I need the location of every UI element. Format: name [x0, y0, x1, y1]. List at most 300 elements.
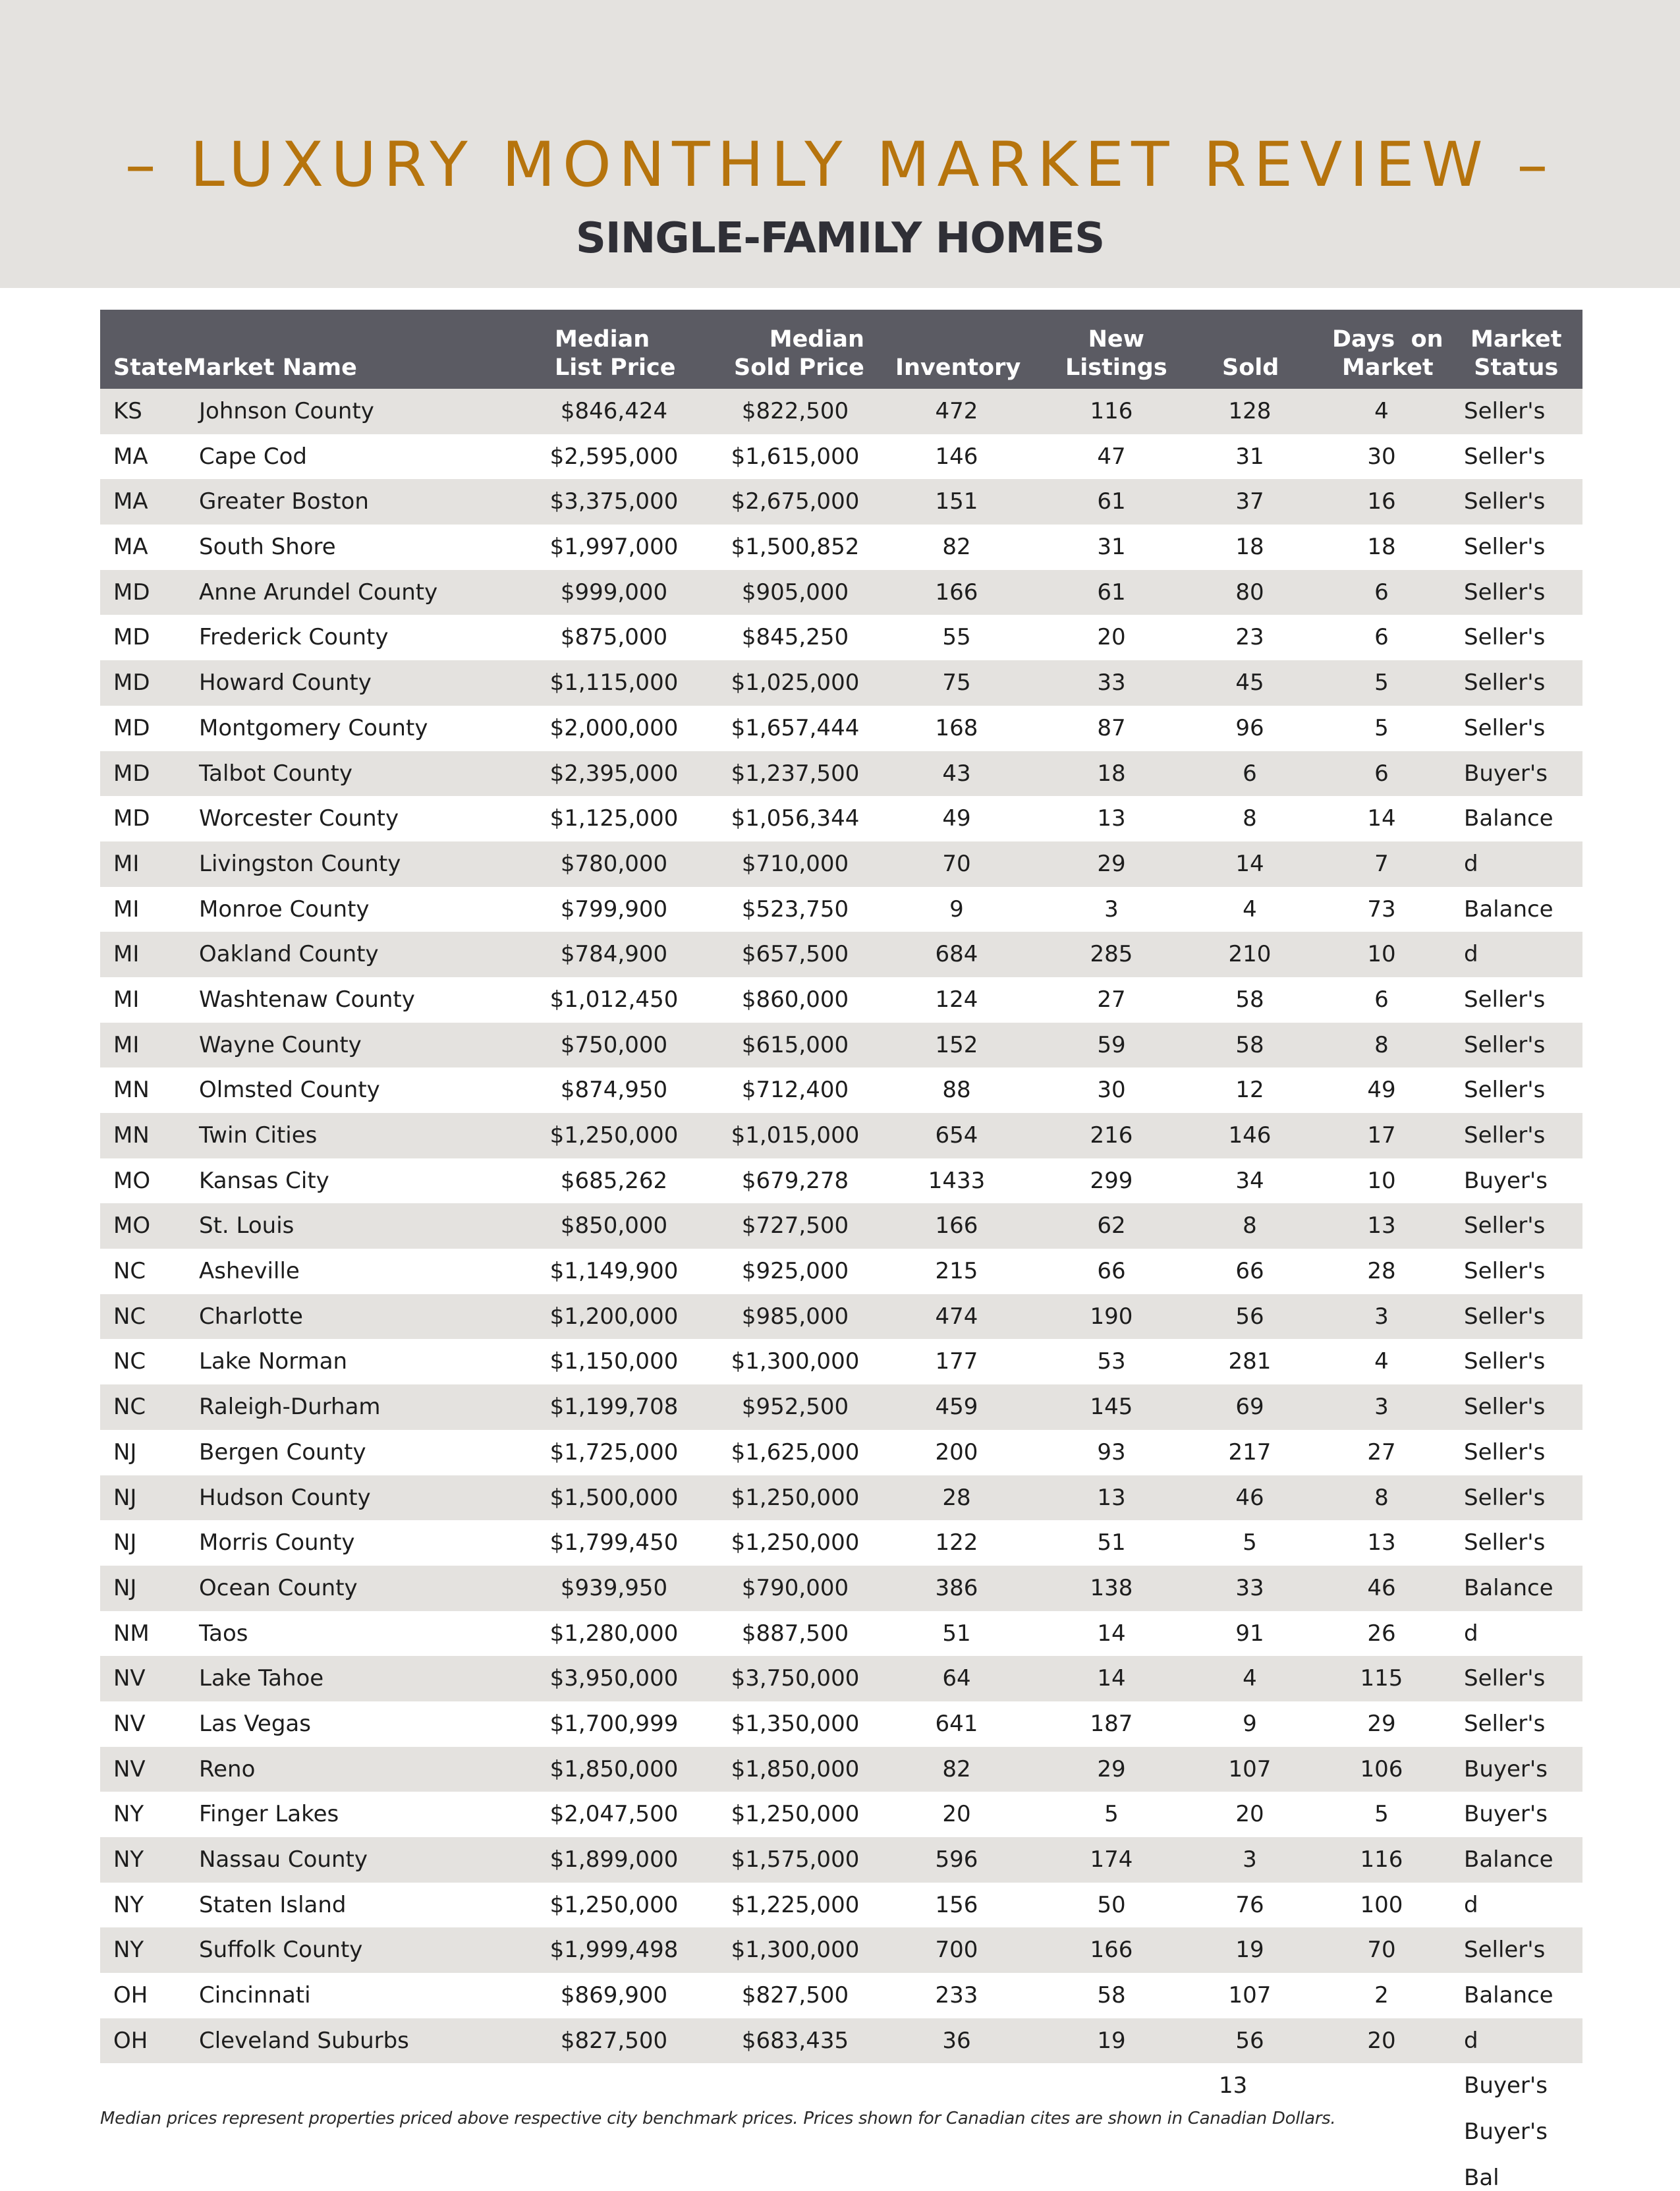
market-name-cell: Lake Norman [199, 1348, 348, 1375]
median-list-price-cell: $1,999,498 [549, 1937, 679, 1964]
median-list-price-cell: $1,125,000 [549, 805, 679, 832]
inventory-cell: 9 [949, 896, 964, 923]
table-row [100, 932, 1582, 977]
new-listings-cell: 20 [1097, 624, 1126, 651]
median-list-price-cell: $1,250,000 [549, 1891, 679, 1918]
state-cell: NJ [113, 1438, 137, 1465]
new-listings-cell: 29 [1097, 1755, 1126, 1782]
market-status-cell: d [1464, 941, 1478, 968]
table-row [100, 1339, 1582, 1384]
market-status-cell: Seller's [1464, 1212, 1546, 1239]
days-on-market-cell: 73 [1367, 896, 1396, 923]
days-on-market-cell: 10 [1367, 941, 1396, 968]
market-name-cell: Kansas City [199, 1167, 329, 1194]
sold-cell: 128 [1228, 398, 1272, 424]
median-list-price-cell: $939,950 [560, 1574, 668, 1601]
market-status-cell: Seller's [1464, 443, 1546, 470]
median-list-price-cell: $869,900 [560, 1982, 668, 2009]
median-list-price-cell: $1,149,900 [549, 1258, 679, 1285]
market-name-cell: Staten Island [199, 1891, 347, 1918]
market-status-cell: Buyer's [1464, 760, 1548, 787]
sold-cell: 37 [1235, 488, 1264, 515]
inventory-cell: 146 [935, 443, 978, 470]
sold-cell: 9 [1243, 1710, 1257, 1737]
median-sold-price-cell: $1,025,000 [731, 669, 860, 697]
market-name-cell: Wayne County [199, 1031, 362, 1058]
market-status-cell: Seller's [1464, 398, 1546, 424]
table-row [100, 1023, 1582, 1068]
days-on-market-cell: 5 [1374, 669, 1389, 697]
new-listings-cell: 66 [1097, 1258, 1126, 1285]
sold-cell: 46 [1235, 1484, 1264, 1511]
market-status-cell: Seller's [1464, 1077, 1546, 1104]
market-status-cell: d [1464, 1620, 1478, 1647]
market-status-cell: Seller's [1464, 714, 1546, 741]
sold-cell: 45 [1235, 669, 1264, 697]
sold-cell: 91 [1235, 1620, 1264, 1647]
state-cell: NJ [113, 1484, 137, 1511]
state-cell: NJ [113, 1529, 137, 1556]
inventory-cell: 200 [935, 1438, 978, 1465]
days-on-market-cell: 6 [1374, 624, 1389, 651]
sold-cell: 3 [1243, 1846, 1257, 1873]
median-sold-price-cell: $905,000 [741, 579, 849, 606]
table-row [100, 1475, 1582, 1521]
median-list-price-cell: $1,115,000 [549, 669, 679, 697]
market-status-cell: Seller's [1464, 986, 1546, 1013]
inventory-cell: 28 [942, 1484, 971, 1511]
median-sold-price-cell: $827,500 [741, 1982, 849, 2009]
state-cell: NJ [113, 1574, 137, 1601]
days-on-market-cell: 3 [1374, 1303, 1389, 1330]
overflow-status-3: Bal [1464, 2165, 1499, 2191]
market-status-cell: Seller's [1464, 1258, 1546, 1285]
median-sold-price-cell: $1,015,000 [731, 1122, 860, 1149]
median-sold-price-cell: $860,000 [741, 986, 849, 1013]
median-sold-price-cell: $1,250,000 [731, 1801, 860, 1828]
market-name-cell: Bergen County [199, 1438, 366, 1465]
inventory-cell: 122 [935, 1529, 978, 1556]
market-name-cell: Raleigh-Durham [199, 1394, 381, 1421]
days-on-market-cell: 4 [1374, 1348, 1389, 1375]
days-on-market-cell: 14 [1367, 805, 1396, 832]
days-on-market-cell: 30 [1367, 443, 1396, 470]
sold-cell: 8 [1243, 1212, 1257, 1239]
sold-cell: 6 [1243, 760, 1257, 787]
table-row [100, 1294, 1582, 1340]
sold-cell: 19 [1235, 1937, 1264, 1964]
market-status-cell: Seller's [1464, 1122, 1546, 1149]
new-listings-cell: 51 [1097, 1529, 1126, 1556]
table-row [100, 1883, 1582, 1928]
market-name-cell: Oakland County [199, 941, 379, 968]
market-status-cell: Seller's [1464, 1394, 1546, 1421]
median-list-price-cell: $1,899,000 [549, 1846, 679, 1873]
table-row [100, 1973, 1582, 2018]
inventory-cell: 43 [942, 760, 971, 787]
new-listings-cell: 3 [1104, 896, 1119, 923]
market-name-cell: Nassau County [199, 1846, 368, 1873]
inventory-cell: 49 [942, 805, 971, 832]
table-row [100, 1701, 1582, 1747]
inventory-cell: 55 [942, 624, 971, 651]
market-name-cell: Frederick County [199, 624, 389, 651]
sold-cell: 76 [1235, 1891, 1264, 1918]
market-status-cell: Seller's [1464, 669, 1546, 697]
market-status-cell: Balance [1464, 1574, 1554, 1601]
overflow-status-2: Buyer's [1464, 2119, 1548, 2145]
market-name-cell: Worcester County [199, 805, 399, 832]
table-row [100, 751, 1582, 797]
state-cell: NY [113, 1801, 144, 1828]
inventory-cell: 177 [935, 1348, 978, 1375]
new-listings-cell: 14 [1097, 1665, 1126, 1692]
state-cell: MN [113, 1077, 150, 1104]
median-list-price-cell: $1,799,450 [549, 1529, 679, 1556]
sold-cell: 58 [1235, 986, 1264, 1013]
market-name-cell: Ocean County [199, 1574, 358, 1601]
inventory-cell: 684 [935, 941, 978, 968]
days-on-market-cell: 8 [1374, 1484, 1389, 1511]
market-status-cell: Balance [1464, 1846, 1554, 1873]
sold-cell: 14 [1235, 850, 1264, 877]
sold-cell: 12 [1235, 1077, 1264, 1104]
sold-cell: 56 [1235, 1303, 1264, 1330]
new-listings-cell: 285 [1090, 941, 1133, 968]
state-cell: MI [113, 850, 140, 877]
inventory-cell: 641 [935, 1710, 978, 1737]
days-on-market-cell: 6 [1374, 986, 1389, 1013]
days-on-market-cell: 2 [1374, 1982, 1389, 2009]
market-name-cell: Charlotte [199, 1303, 303, 1330]
sold-cell: 107 [1228, 1982, 1272, 2009]
inventory-cell: 36 [942, 2027, 971, 2054]
new-listings-cell: 58 [1097, 1982, 1126, 2009]
inventory-cell: 82 [942, 534, 971, 561]
market-name-cell: Asheville [199, 1258, 300, 1285]
market-status-cell: Buyer's [1464, 1755, 1548, 1782]
median-sold-price-cell: $2,675,000 [731, 488, 860, 515]
sold-cell: 281 [1228, 1348, 1272, 1375]
days-on-market-cell: 13 [1367, 1529, 1396, 1556]
inventory-cell: 151 [935, 488, 978, 515]
median-list-price-cell: $1,280,000 [549, 1620, 679, 1647]
market-status-cell: Seller's [1464, 579, 1546, 606]
median-sold-price-cell: $790,000 [741, 1574, 849, 1601]
state-cell: OH [113, 1982, 148, 2009]
state-cell: MI [113, 986, 140, 1013]
market-status-cell: Seller's [1464, 534, 1546, 561]
days-on-market-cell: 27 [1367, 1438, 1396, 1465]
days-on-market-cell: 7 [1374, 850, 1389, 877]
market-status-cell: Balance [1464, 1982, 1554, 2009]
days-on-market-cell: 29 [1367, 1710, 1396, 1737]
sold-cell: 58 [1235, 1031, 1264, 1058]
table-row [100, 570, 1582, 615]
inventory-cell: 20 [942, 1801, 971, 1828]
market-name-cell: Reno [199, 1755, 256, 1782]
median-list-price-cell: $2,000,000 [549, 714, 679, 741]
median-sold-price-cell: $1,056,344 [731, 805, 860, 832]
days-on-market-cell: 28 [1367, 1258, 1396, 1285]
median-list-price-cell: $875,000 [560, 624, 668, 651]
state-cell: NY [113, 1846, 144, 1873]
median-list-price-cell: $850,000 [560, 1212, 668, 1239]
table-row [100, 525, 1582, 570]
inventory-cell: 700 [935, 1937, 978, 1964]
state-cell: NY [113, 1937, 144, 1964]
page-subtitle: SINGLE-FAMILY HOMES [575, 214, 1105, 263]
new-listings-cell: 190 [1090, 1303, 1133, 1330]
state-cell: MD [113, 624, 150, 651]
median-sold-price-cell: $1,657,444 [731, 714, 860, 741]
market-name-cell: Suffolk County [199, 1937, 363, 1964]
median-list-price-cell: $784,900 [560, 941, 668, 968]
new-listings-cell: 174 [1090, 1846, 1133, 1873]
median-list-price-cell: $1,150,000 [549, 1348, 679, 1375]
sold-cell: 66 [1235, 1258, 1264, 1285]
market-name-cell: Cape Cod [199, 443, 308, 470]
market-status-cell: d [1464, 1891, 1478, 1918]
median-sold-price-cell: $1,575,000 [731, 1846, 860, 1873]
state-cell: NV [113, 1710, 146, 1737]
median-list-price-cell: $799,900 [560, 896, 668, 923]
new-listings-cell: 31 [1097, 534, 1126, 561]
market-status-cell: Seller's [1464, 1710, 1546, 1737]
new-listings-cell: 299 [1090, 1167, 1133, 1194]
table-row [100, 1113, 1582, 1158]
state-cell: MA [113, 534, 148, 561]
state-cell: NC [113, 1303, 146, 1330]
table-row [100, 1927, 1582, 1973]
inventory-cell: 472 [935, 398, 978, 424]
market-status-cell: Seller's [1464, 1937, 1546, 1964]
state-cell: MN [113, 1122, 150, 1149]
new-listings-cell: 116 [1090, 398, 1133, 424]
median-list-price-cell: $1,725,000 [549, 1438, 679, 1465]
col-header-inventory: Inventory [895, 355, 1021, 381]
state-cell: MD [113, 714, 150, 741]
median-sold-price-cell: $710,000 [741, 850, 849, 877]
new-listings-cell: 29 [1097, 850, 1126, 877]
median-sold-price-cell: $1,250,000 [731, 1529, 860, 1556]
median-list-price-cell: $780,000 [560, 850, 668, 877]
days-on-market-cell: 17 [1367, 1122, 1396, 1149]
market-status-cell: Balance [1464, 805, 1554, 832]
new-listings-cell: 61 [1097, 488, 1126, 515]
new-listings-cell: 62 [1097, 1212, 1126, 1239]
footnote: Median prices represent properties priced above respective city benchmark prices. Prices shown for Canadian cites are shown in Canadian Dollars. [100, 2109, 1336, 2128]
market-status-cell: d [1464, 2027, 1478, 2054]
market-name-cell: Anne Arundel County [199, 579, 438, 606]
market-status-cell: Seller's [1464, 1348, 1546, 1375]
new-listings-cell: 5 [1104, 1801, 1119, 1828]
new-listings-cell: 13 [1097, 1484, 1126, 1511]
table-header [100, 310, 1582, 389]
median-list-price-cell: $3,375,000 [549, 488, 679, 515]
sold-cell: 4 [1243, 896, 1257, 923]
sold-cell: 34 [1235, 1167, 1264, 1194]
median-sold-price-cell: $3,750,000 [731, 1665, 860, 1692]
market-status-cell: Seller's [1464, 1031, 1546, 1058]
days-on-market-cell: 3 [1374, 1394, 1389, 1421]
market-name-cell: Howard County [199, 669, 372, 697]
median-list-price-cell: $2,047,500 [549, 1801, 679, 1828]
col-header-list-price: Median List Price [555, 326, 676, 381]
median-sold-price-cell: $1,225,000 [731, 1891, 860, 1918]
table-row [100, 434, 1582, 480]
market-status-cell: Seller's [1464, 624, 1546, 651]
table-row [100, 977, 1582, 1023]
days-on-market-cell: 100 [1360, 1891, 1403, 1918]
table-row [100, 660, 1582, 706]
new-listings-cell: 93 [1097, 1438, 1126, 1465]
market-name-cell: Olmsted County [199, 1077, 380, 1104]
median-sold-price-cell: $1,615,000 [731, 443, 860, 470]
days-on-market-cell: 4 [1374, 398, 1389, 424]
days-on-market-cell: 13 [1367, 1212, 1396, 1239]
inventory-cell: 82 [942, 1755, 971, 1782]
median-list-price-cell: $1,200,000 [549, 1303, 679, 1330]
state-cell: NV [113, 1665, 146, 1692]
table-row [100, 1203, 1582, 1249]
days-on-market-cell: 5 [1374, 1801, 1389, 1828]
days-on-market-cell: 16 [1367, 488, 1396, 515]
median-list-price-cell: $750,000 [560, 1031, 668, 1058]
market-name-cell: Hudson County [199, 1484, 371, 1511]
new-listings-cell: 18 [1097, 760, 1126, 787]
new-listings-cell: 166 [1090, 1937, 1133, 1964]
sold-cell: 33 [1235, 1574, 1264, 1601]
new-listings-cell: 50 [1097, 1891, 1126, 1918]
median-sold-price-cell: $679,278 [741, 1167, 849, 1194]
sold-cell: 107 [1228, 1755, 1272, 1782]
median-sold-price-cell: $952,500 [741, 1394, 849, 1421]
median-sold-price-cell: $1,350,000 [731, 1710, 860, 1737]
median-list-price-cell: $1,700,999 [549, 1710, 679, 1737]
market-table [100, 310, 1582, 2063]
inventory-cell: 474 [935, 1303, 978, 1330]
median-list-price-cell: $1,199,708 [549, 1394, 679, 1421]
new-listings-cell: 138 [1090, 1574, 1133, 1601]
table-row [100, 2018, 1582, 2064]
table-row [100, 796, 1582, 841]
market-name-cell: Taos [199, 1620, 248, 1647]
table-row [100, 1837, 1582, 1883]
inventory-cell: 166 [935, 1212, 978, 1239]
sold-cell: 146 [1228, 1122, 1272, 1149]
inventory-cell: 51 [942, 1620, 971, 1647]
sold-cell: 20 [1235, 1801, 1264, 1828]
state-cell: NM [113, 1620, 150, 1647]
new-listings-cell: 61 [1097, 579, 1126, 606]
market-name-cell: Cincinnati [199, 1982, 311, 2009]
col-header-state: StateMarket Name [113, 355, 357, 381]
days-on-market-cell: 70 [1367, 1937, 1396, 1964]
col-header-sold-price: Median Sold Price [734, 326, 864, 381]
inventory-cell: 1433 [928, 1167, 986, 1194]
median-list-price-cell: $999,000 [560, 579, 668, 606]
median-sold-price-cell: $615,000 [741, 1031, 849, 1058]
market-status-cell: Buyer's [1464, 1167, 1548, 1194]
median-sold-price-cell: $845,250 [741, 624, 849, 651]
inventory-cell: 124 [935, 986, 978, 1013]
state-cell: MI [113, 941, 140, 968]
new-listings-cell: 14 [1097, 1620, 1126, 1647]
state-cell: NV [113, 1755, 146, 1782]
market-name-cell: Talbot County [199, 760, 353, 787]
sold-cell: 217 [1228, 1438, 1272, 1465]
inventory-cell: 88 [942, 1077, 971, 1104]
table-row [100, 1384, 1582, 1430]
market-name-cell: Montgomery County [199, 714, 428, 741]
new-listings-cell: 30 [1097, 1077, 1126, 1104]
days-on-market-cell: 18 [1367, 534, 1396, 561]
days-on-market-cell: 6 [1374, 760, 1389, 787]
new-listings-cell: 216 [1090, 1122, 1133, 1149]
col-header-sold: Sold [1222, 355, 1279, 381]
inventory-cell: 75 [942, 669, 971, 697]
median-sold-price-cell: $727,500 [741, 1212, 849, 1239]
days-on-market-cell: 116 [1360, 1846, 1403, 1873]
median-sold-price-cell: $1,500,852 [731, 534, 860, 561]
inventory-cell: 152 [935, 1031, 978, 1058]
median-list-price-cell: $1,500,000 [549, 1484, 679, 1511]
sold-cell: 80 [1235, 579, 1264, 606]
days-on-market-cell: 46 [1367, 1574, 1396, 1601]
sold-cell: 210 [1228, 941, 1272, 968]
median-sold-price-cell: $712,400 [741, 1077, 849, 1104]
col-header-market-status: Market Status [1470, 326, 1562, 381]
table-row [100, 1792, 1582, 1837]
market-name-cell: Livingston County [199, 850, 401, 877]
market-name-cell: Las Vegas [199, 1710, 311, 1737]
table-row [100, 1611, 1582, 1657]
market-name-cell: Johnson County [199, 398, 374, 424]
overflow-sold-value: 13 [1219, 2072, 1248, 2099]
market-status-cell: Balance [1464, 896, 1554, 923]
state-cell: MO [113, 1167, 151, 1194]
market-name-cell: Cleveland Suburbs [199, 2027, 409, 2054]
sold-cell: 56 [1235, 2027, 1264, 2054]
table-row [100, 479, 1582, 525]
new-listings-cell: 187 [1090, 1710, 1133, 1737]
days-on-market-cell: 8 [1374, 1031, 1389, 1058]
median-sold-price-cell: $887,500 [741, 1620, 849, 1647]
median-list-price-cell: $827,500 [560, 2027, 668, 2054]
sold-cell: 8 [1243, 805, 1257, 832]
state-cell: MD [113, 760, 150, 787]
inventory-cell: 70 [942, 850, 971, 877]
table-row [100, 1430, 1582, 1475]
state-cell: OH [113, 2027, 148, 2054]
state-cell: MI [113, 1031, 140, 1058]
market-name-cell: St. Louis [199, 1212, 294, 1239]
sold-cell: 96 [1235, 714, 1264, 741]
new-listings-cell: 13 [1097, 805, 1126, 832]
inventory-cell: 166 [935, 579, 978, 606]
median-list-price-cell: $3,950,000 [549, 1665, 679, 1692]
table-row [100, 706, 1582, 751]
market-status-cell: Seller's [1464, 1438, 1546, 1465]
state-cell: MD [113, 669, 150, 697]
state-cell: MD [113, 805, 150, 832]
state-cell: MI [113, 896, 140, 923]
overflow-status-1: Buyer's [1464, 2072, 1548, 2099]
table-row [100, 1520, 1582, 1566]
state-cell: NC [113, 1348, 146, 1375]
median-sold-price-cell: $657,500 [741, 941, 849, 968]
